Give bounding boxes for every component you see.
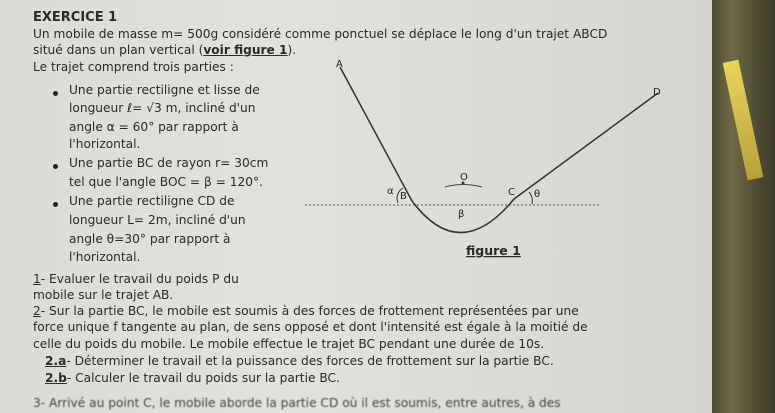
- intro-line-1: Un mobile de masse m= 500g considéré comme ponctuel se déplace le long d'un trajet ABCD: [33, 27, 608, 41]
- part1-line-2: longueur ℓ= √3 m, incliné d'un: [69, 101, 256, 115]
- question-1-line-1: 1- Evaluer le travail du poids P du: [33, 272, 239, 286]
- figure-1: [300, 55, 661, 265]
- label-b: B: [400, 191, 407, 202]
- question-2-line-1: 2- Sur la partie BC, le mobile est soumis à des forces de frottement représentées par une: [33, 304, 579, 318]
- beta-angle-arc: [445, 185, 482, 188]
- label-o: O: [460, 172, 468, 183]
- theta-angle-arc: [529, 192, 532, 204]
- part3-line-3: angle θ=30° par rapport à: [69, 232, 231, 246]
- part1-line-3: angle α = 60° par rapport à: [69, 120, 239, 134]
- bullet-part1: [53, 91, 58, 96]
- question-2a: 2.a- Déterminer le travail et la puissance des forces de frottement sur la partie BC.: [45, 354, 554, 368]
- label-d: D: [653, 87, 661, 98]
- label-theta: θ: [534, 189, 541, 200]
- question-1-line-2: mobile sur le trajet AB.: [33, 288, 174, 302]
- desk-surface-edge: [712, 0, 775, 413]
- question-3-line-1: 3- Arrivé au point C, le mobile aborde la partie CD où il est soumis, entre autres, à des: [33, 396, 561, 410]
- label-a: A: [336, 59, 343, 70]
- part3-line-1: Une partie rectiligne CD de: [69, 194, 235, 208]
- part3-line-2: longueur L= 2m, incliné d'un: [69, 213, 246, 227]
- part2-line-2: tel que l'angle BOC = β = 120°.: [69, 175, 263, 189]
- trajectory-diagram: [300, 55, 661, 265]
- parts-intro: Le trajet comprend trois parties :: [33, 60, 234, 74]
- part2-line-1: Une partie BC de rayon r= 30cm: [69, 156, 269, 170]
- intro-line-2: situé dans un plan vertical (voir figure 1).: [33, 43, 297, 57]
- part1-line-4: l'horizontal.: [69, 137, 141, 151]
- question-2-line-3: celle du poids du mobile. Le mobile effectue le trajet BC pendant une durée de 10s.: [33, 337, 545, 351]
- question-2b: 2.b- Calculer le travail du poids sur la partie BC.: [45, 371, 340, 385]
- label-c: C: [508, 187, 515, 198]
- label-alpha: α: [387, 186, 394, 197]
- bullet-part2: [53, 164, 58, 169]
- figure-caption: figure 1: [466, 243, 521, 258]
- question-2-line-2: force unique f tangente au plan, de sens opposé et dont l'intensité est égale à la moitié de: [33, 320, 588, 334]
- segment-cd: [514, 93, 658, 199]
- part3-line-4: l'horizontal.: [69, 250, 141, 264]
- segment-ab: [340, 67, 412, 201]
- figure-reference: voir figure 1: [203, 43, 288, 57]
- label-beta: β: [458, 209, 465, 220]
- exercise-title: EXERCICE 1: [33, 10, 118, 25]
- part1-line-1: Une partie rectiligne et lisse de: [69, 83, 260, 97]
- bullet-part3: [53, 202, 58, 207]
